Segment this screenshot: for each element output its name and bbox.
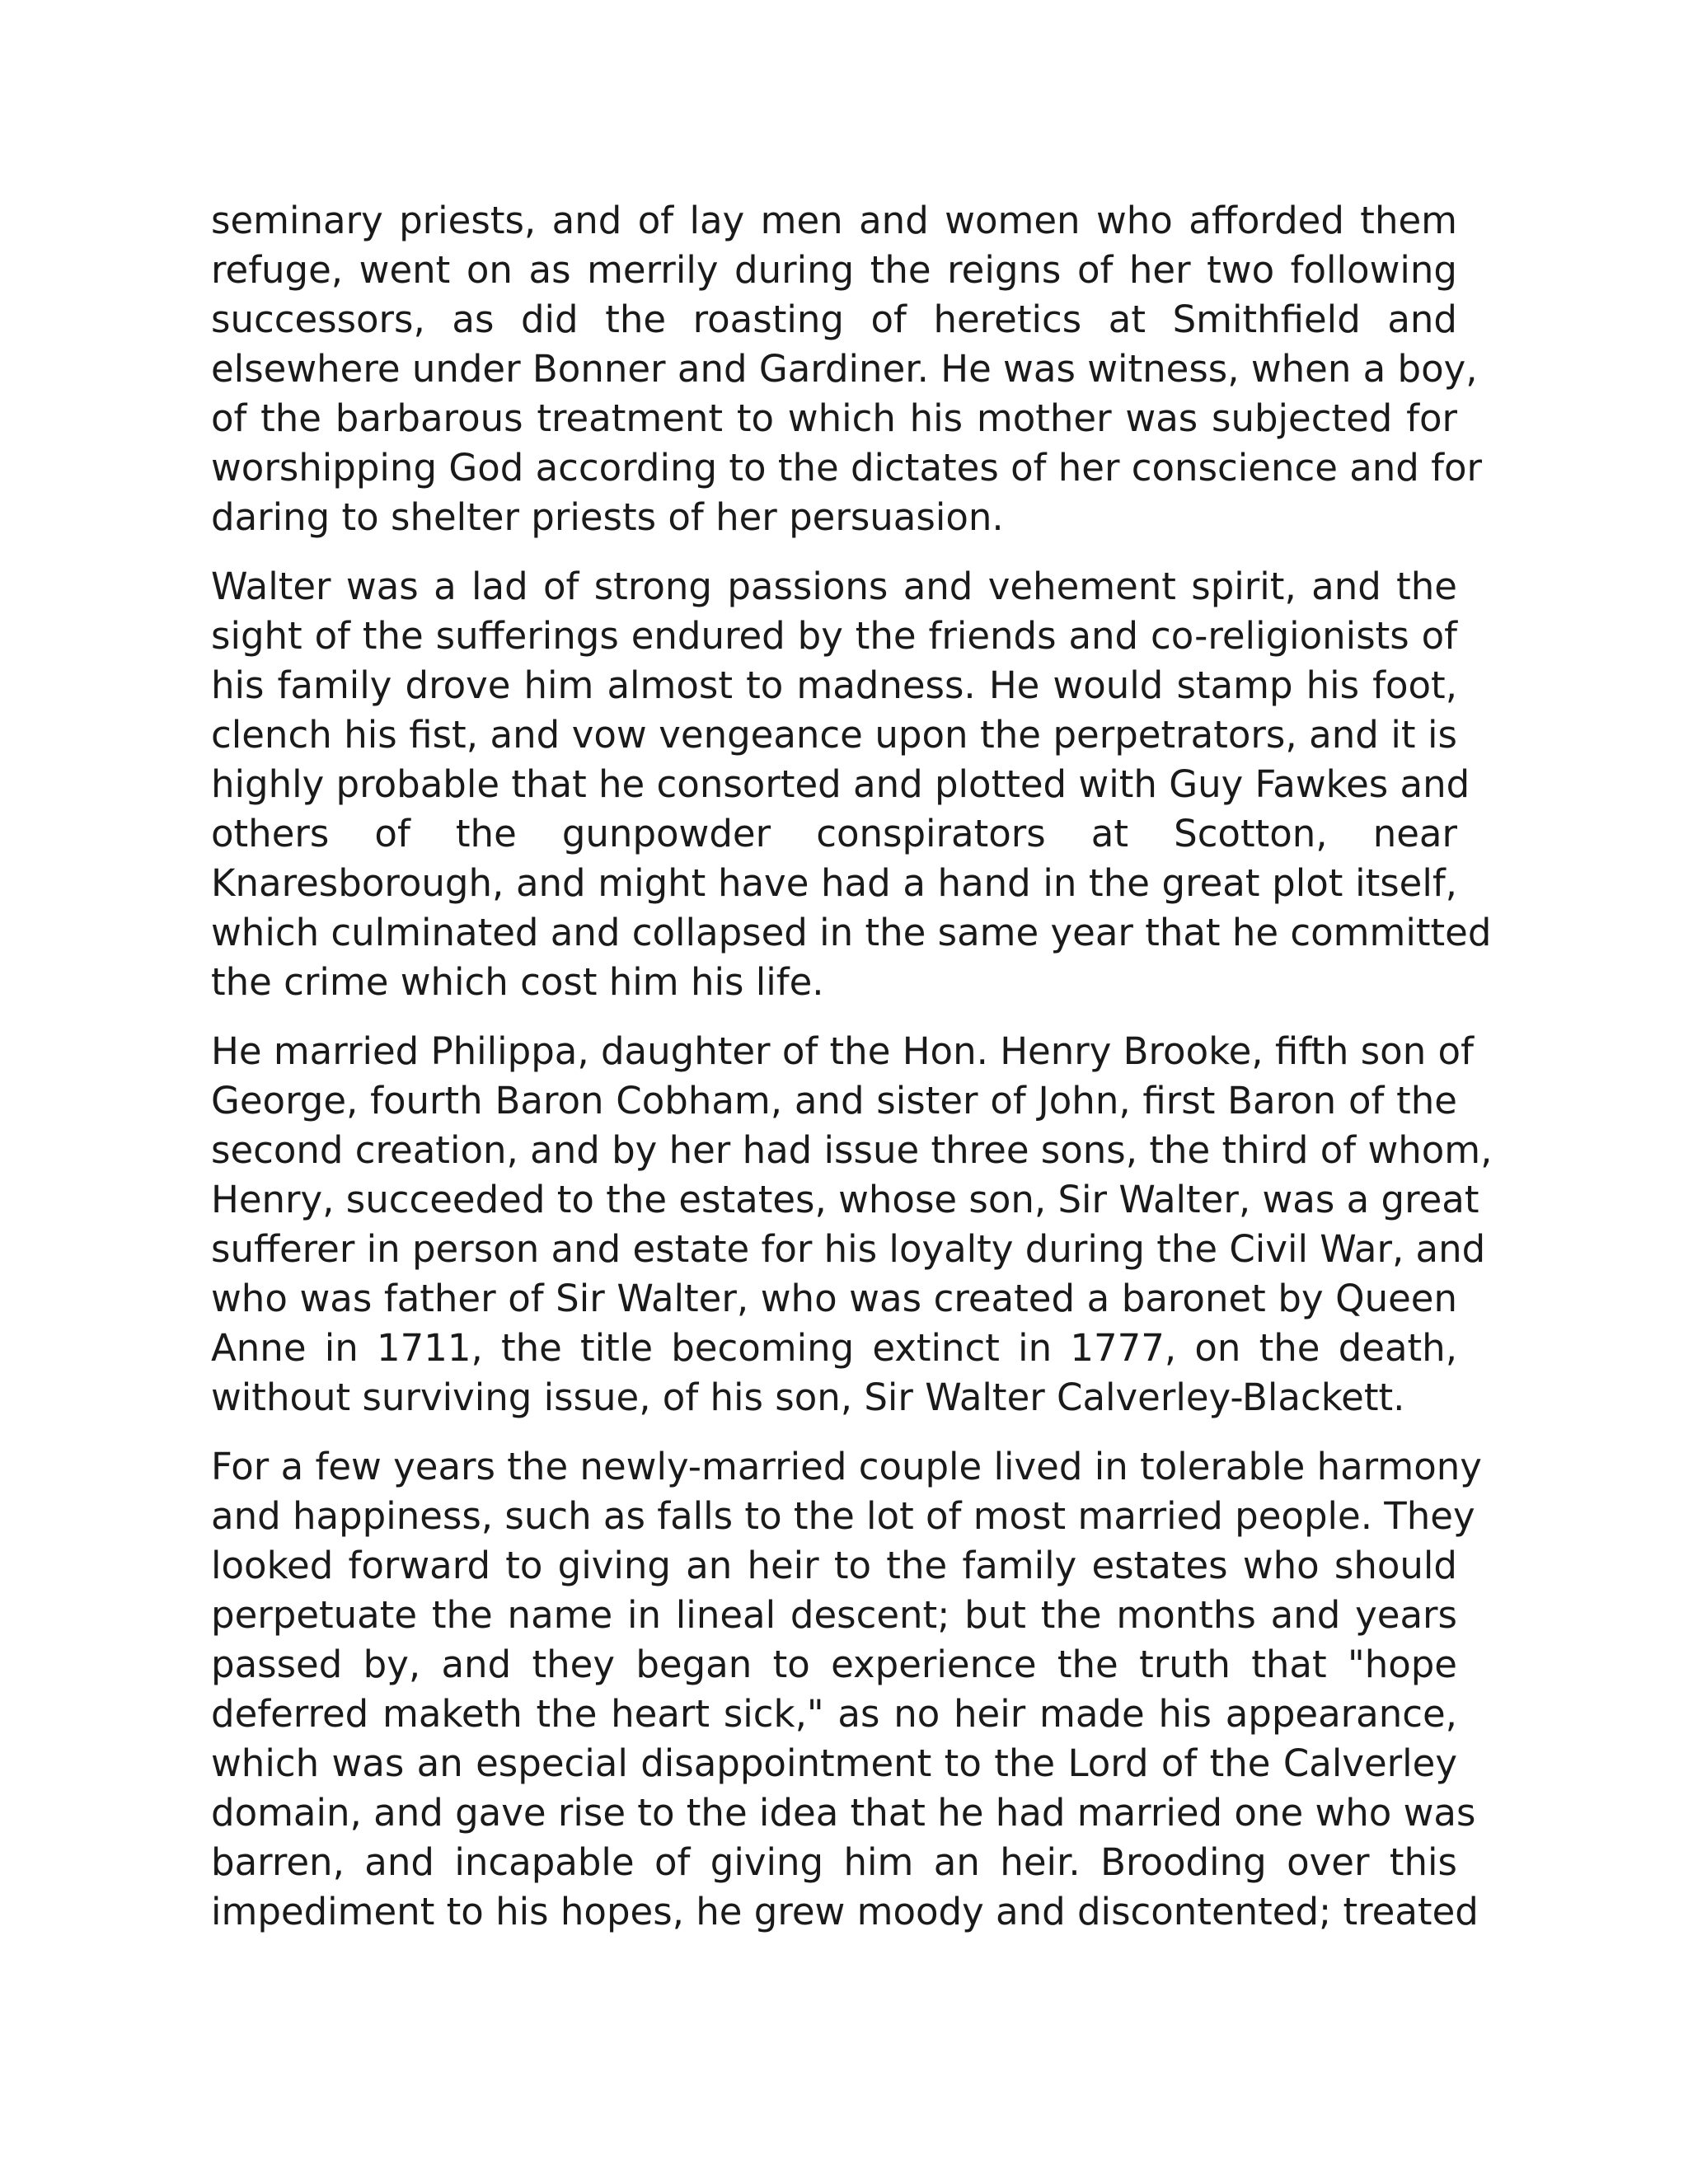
text-line: the crime which cost him his life. (211, 960, 824, 1004)
text-line: successors, as did the roasting of heretics at Smithfield and (211, 298, 1457, 341)
text-line: He married Philippa, daughter of the Hon. Henry Brooke, fifth son of (211, 1029, 1474, 1073)
text-line: Anne in 1711, the title becoming extinct in 1777, on the death, (211, 1326, 1457, 1370)
text-line: which was an especial disappointment to the Lord of the Calverley (211, 1741, 1457, 1785)
text-line: without surviving issue, of his son, Sir Walter Calverley-Blackett. (211, 1376, 1405, 1419)
text-line: worshipping God according to the dictates of her conscience and for (211, 446, 1483, 490)
text-line: who was father of Sir Walter, who was created a baronet by Queen (211, 1277, 1457, 1320)
text-line: and happiness, such as falls to the lot of most married people. They (211, 1494, 1475, 1538)
text-line: passed by, and they began to experience the truth that "hope (211, 1643, 1457, 1686)
text-line: barren, and incapable of giving him an heir. Brooding over this (211, 1840, 1457, 1884)
text-line: others of the gunpowder conspirators at Scotton, near (211, 812, 1457, 855)
text-line: George, fourth Baron Cobham, and sister of John, first Baron of the (211, 1079, 1457, 1122)
paragraph-3 (211, 1027, 1493, 1422)
text-line: which culminated and collapsed in the same year that he committed (211, 911, 1492, 954)
paragraph-1 (211, 196, 1483, 542)
text-line: his family drove him almost to madness. He would stamp his foot, (211, 663, 1457, 707)
paragraph-4 (211, 1442, 1482, 1937)
text-line: sufferer in person and estate for his loyalty during the Civil War, and (211, 1227, 1486, 1271)
text-line: perpetuate the name in lineal descent; but the months and years (211, 1593, 1457, 1637)
text-line: Henry, succeeded to the estates, whose son, Sir Walter, was a great (211, 1178, 1479, 1221)
text-line: refuge, went on as merrily during the reigns of her two following (211, 248, 1457, 292)
text-line: second creation, and by her had issue three sons, the third of whom, (211, 1128, 1493, 1172)
text-line: clench his fist, and vow vengeance upon the perpetrators, and it is (211, 713, 1457, 757)
text-line: highly probable that he consorted and plotted with Guy Fawkes and (211, 762, 1470, 806)
text-line: of the barbarous treatment to which his mother was subjected for (211, 396, 1457, 440)
paragraph-2 (211, 562, 1492, 1007)
text-line: impediment to his hopes, he grew moody and discontented; treated (211, 1890, 1479, 1933)
text-line: deferred maketh the heart sick," as no heir made his appearance, (211, 1692, 1457, 1736)
text-line: elsewhere under Bonner and Gardiner. He was witness, when a boy, (211, 347, 1478, 391)
text-line: daring to shelter priests of her persuasion. (211, 495, 1004, 539)
text-line: looked forward to giving an heir to the family estates who should (211, 1544, 1457, 1587)
document-page (211, 196, 1493, 1957)
text-line: Knaresborough, and might have had a hand in the great plot itself, (211, 861, 1457, 905)
text-line: For a few years the newly-married couple lived in tolerable harmony (211, 1445, 1482, 1488)
text-line: domain, and gave rise to the idea that he had married one who was (211, 1791, 1476, 1835)
text-line: Walter was a lad of strong passions and vehement spirit, and the (211, 565, 1457, 608)
text-line: seminary priests, and of lay men and women who afforded them (211, 199, 1457, 242)
text-line: sight of the sufferings endured by the friends and co-religionists of (211, 614, 1457, 658)
